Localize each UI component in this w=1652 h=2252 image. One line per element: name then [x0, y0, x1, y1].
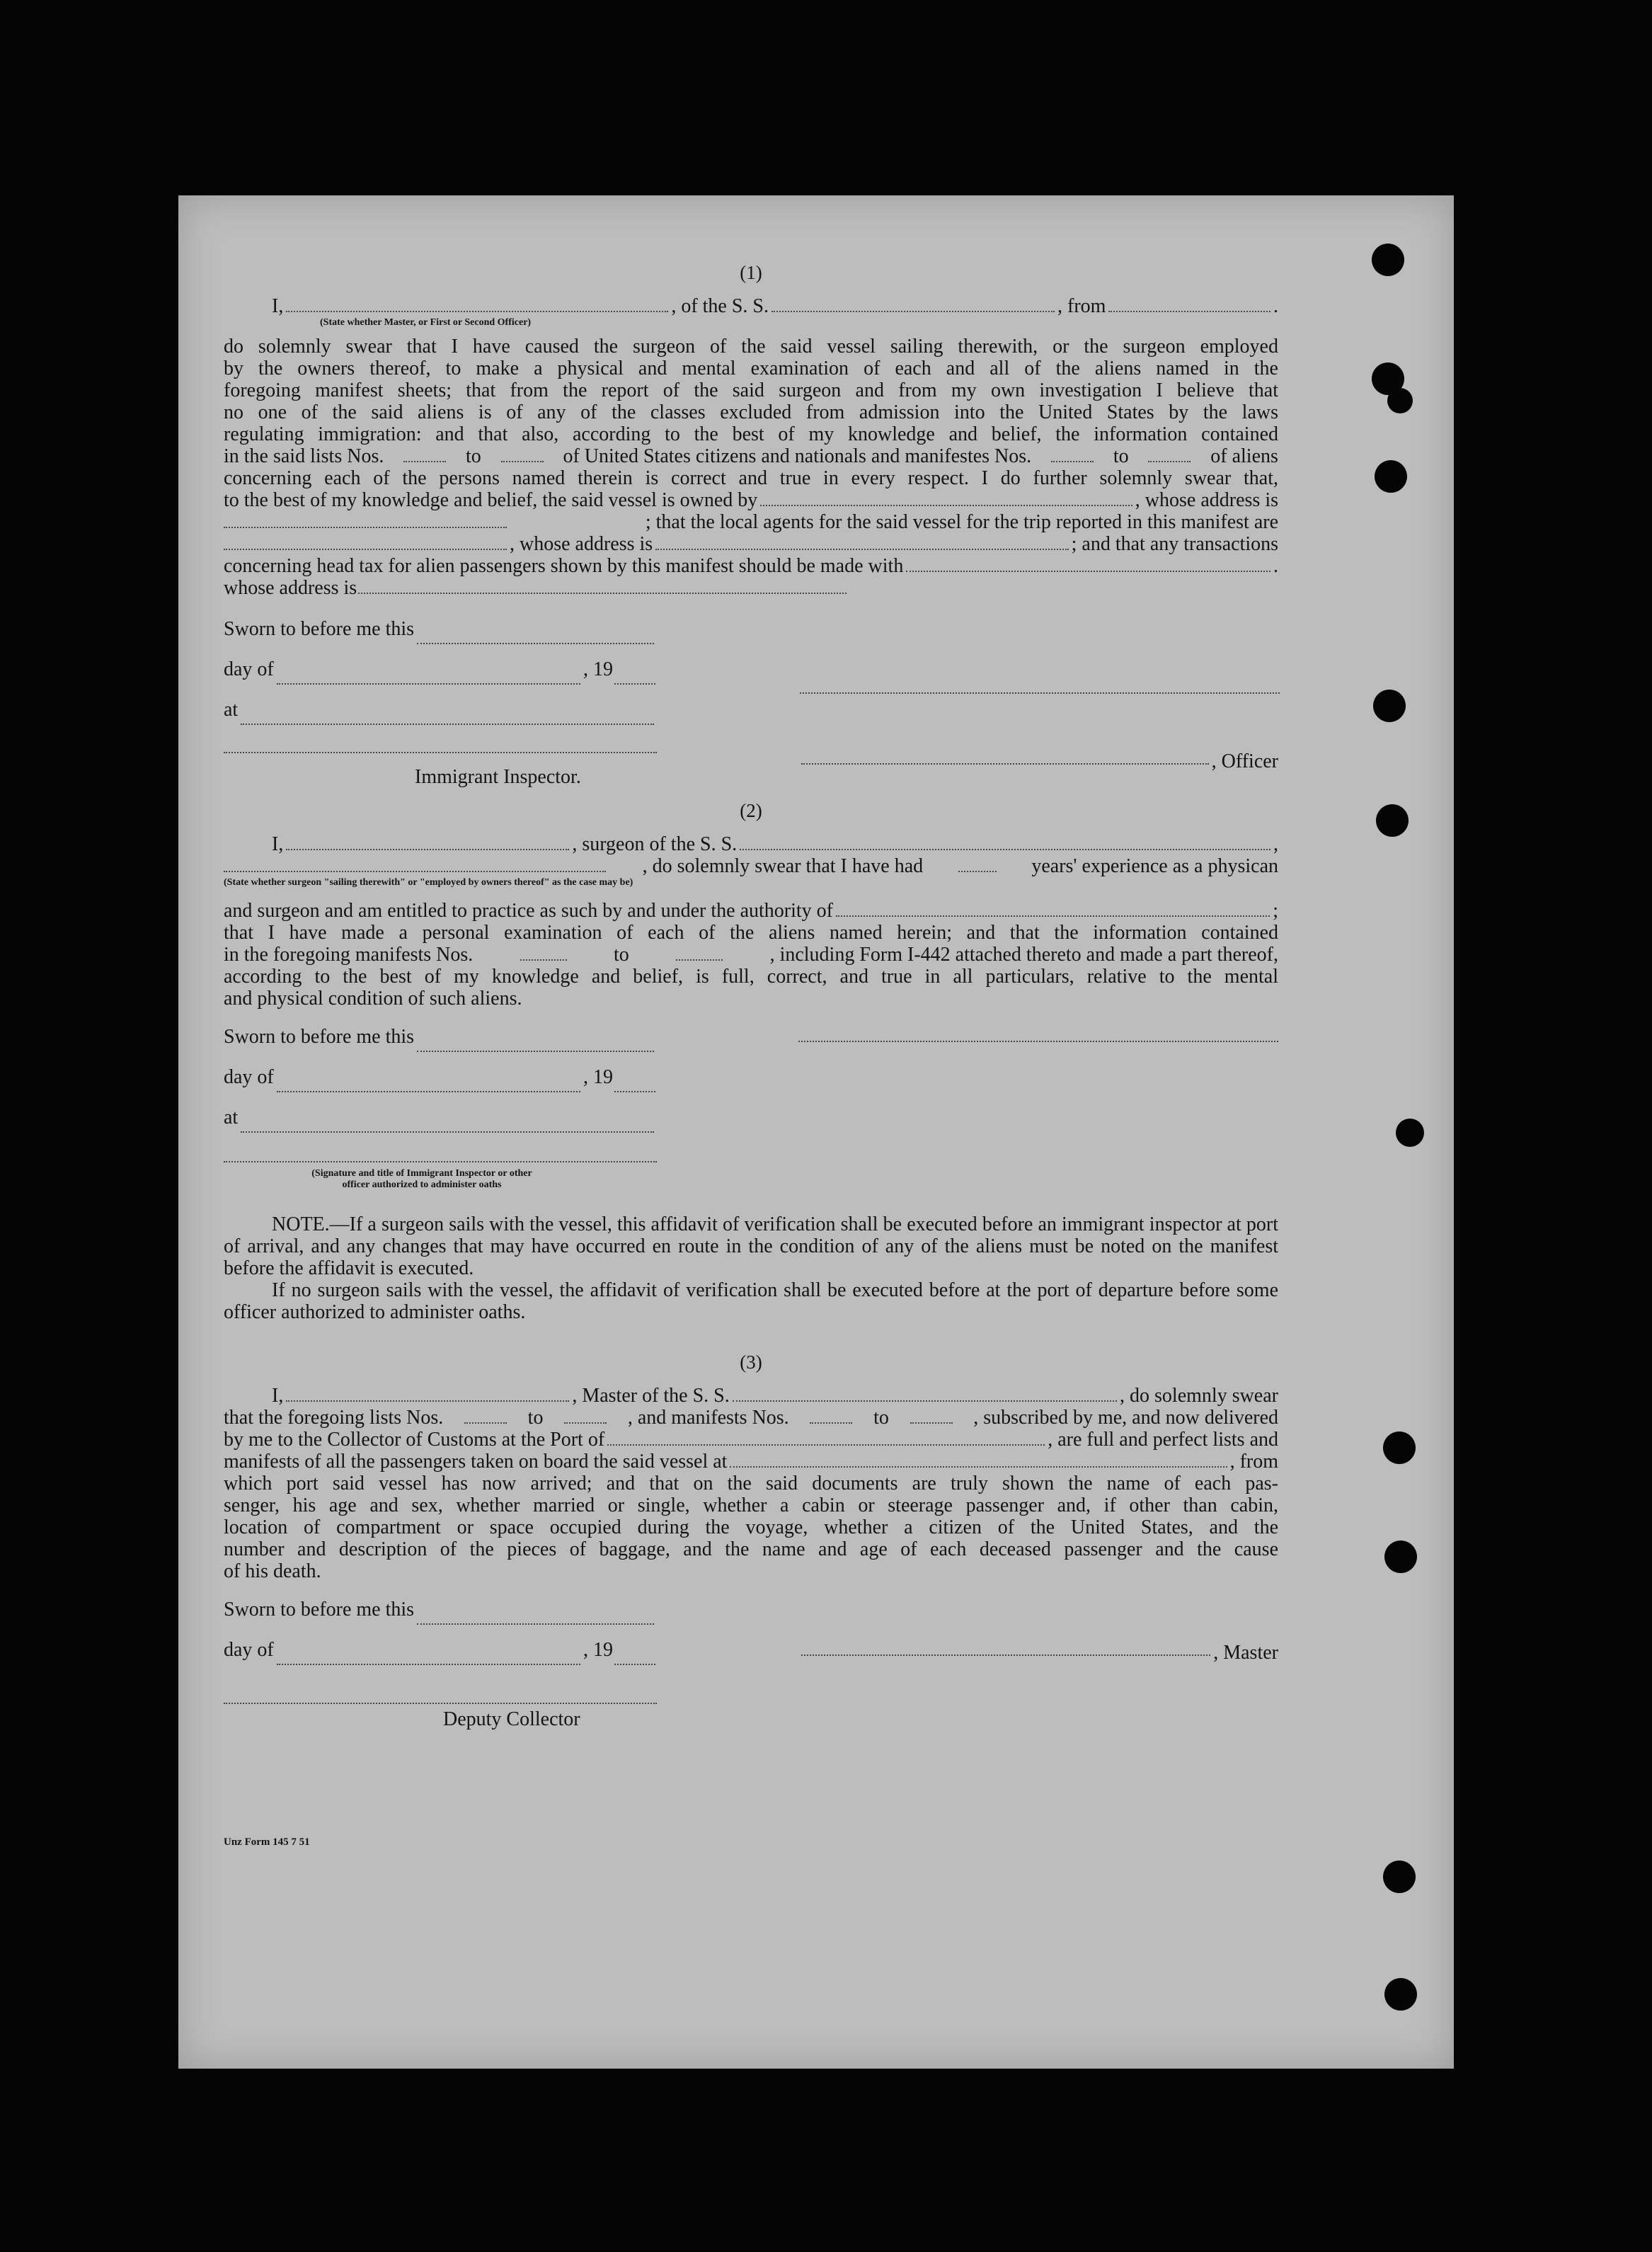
sworn-month-field[interactable]	[277, 1078, 580, 1092]
sworn-year-field[interactable]	[614, 670, 655, 685]
section-1-heading: (1)	[740, 262, 762, 283]
list-no-from-field[interactable]	[403, 448, 446, 462]
master-note: (State whether Master, or First or Second Officer)	[320, 317, 532, 328]
agents-address-field[interactable]	[655, 536, 1068, 550]
signature-note: officer authorized to administer oaths	[342, 1179, 502, 1190]
agents-field[interactable]	[224, 536, 507, 550]
authority-field[interactable]	[836, 903, 1270, 917]
section-1-paragraph: do solemnly swear that I have caused the surgeon of the said vessel sailing therewith, or the surgeon employed by the owners thereof, to make a physical and mental examination of each and all of the aliens named in the foregoing manifest sheets; that from the report of the said surgeon and from my own investigation I believe that no one of the said aliens is of any of the classes excluded from admission into the United States by the laws regulating immigration: and that also, according to the best of my knowledge and belief, the information contained in the said lists Nos. to of United States citizens and nationals and manifestes Nos. to of aliens concerning each of the persons named therein is correct and true in every respect. I do further solemnly swear that, to the best of my knowledge and belief, the said vessel is owned by , whose address is ; that the local agents for the said vessel for the trip reported in this manifest are , whose address is ; and that any transactions concerning head tax for alien passengers shown by this manifest should be made with . whose address is	[224, 336, 1278, 599]
head-tax-field[interactable]	[906, 558, 1270, 572]
section-1-sworn-block: Sworn to before me this day of , 19 at , Officer Immigrant Inspector.	[224, 618, 1278, 788]
binder-hole	[1375, 460, 1407, 493]
section-1-line-1: I, , of the S. S. , from .	[272, 295, 1278, 317]
binder-hole	[1383, 1431, 1416, 1464]
owner-field[interactable]	[760, 492, 1132, 506]
sworn-place-field[interactable]	[241, 1119, 654, 1133]
officer-name-line[interactable]	[801, 750, 1209, 765]
manifests-to-field[interactable]	[910, 1410, 953, 1424]
surgeon-ship-field[interactable]	[740, 836, 1270, 850]
port-field[interactable]	[607, 1431, 1045, 1446]
sworn-year-field[interactable]	[614, 1651, 655, 1665]
note-paragraph-2: If no surgeon sails with the vessel, the affidavit of verification shall be executed before at the port of departure before some officer authorized to administer oaths.	[224, 1279, 1278, 1323]
immigrant-inspector-label: Immigrant Inspector.	[415, 766, 581, 788]
lists-from-field[interactable]	[464, 1410, 507, 1424]
deputy-collector-label: Deputy Collector	[443, 1708, 580, 1730]
sworn-month-field[interactable]	[277, 670, 580, 685]
from-port-field[interactable]	[1108, 298, 1270, 312]
inspector-signature-line[interactable]	[224, 1161, 657, 1162]
sworn-date-field[interactable]	[417, 630, 654, 644]
officer-signature-line[interactable]	[800, 680, 1280, 694]
binder-hole	[1387, 388, 1413, 413]
surgeon-status-note: (State whether surgeon "sailing therewith" or "employed by owners thereof" as the case may be)	[224, 877, 633, 888]
binder-hole	[1376, 804, 1409, 837]
signature-note: (Signature and title of Immigrant Inspector or other	[311, 1168, 532, 1179]
head-tax-address-field[interactable]	[358, 580, 847, 594]
master-signature-line[interactable]	[801, 1642, 1210, 1656]
deputy-signature-line[interactable]	[224, 1703, 657, 1704]
surgeon-manifest-to-field[interactable]	[676, 947, 723, 961]
section-3-heading: (3)	[740, 1351, 762, 1373]
embarkation-port-field[interactable]	[730, 1453, 1227, 1468]
manifests-from-field[interactable]	[810, 1410, 852, 1424]
binder-hole	[1384, 1978, 1417, 2011]
master-name-field[interactable]	[286, 298, 668, 312]
ship-name-field[interactable]	[771, 298, 1055, 312]
section-3-sworn-block: Sworn to before me this day of , 19 , Master Deputy Collector	[224, 1599, 1278, 1730]
section-2-heading: (2)	[740, 800, 762, 821]
note-paragraph-1: NOTE.—If a surgeon sails with the vessel, this affidavit of verification shall be executed before an immigrant inspector at port of arrival, and any changes that may have occurred en route in the condition of any of the aliens must be noted on the manifest before the affidavit is executed.	[224, 1213, 1278, 1279]
binder-hole	[1396, 1119, 1424, 1147]
lists-to-field[interactable]	[564, 1410, 607, 1424]
section-2-sworn-block: Sworn to before me this day of , 19 at (Signature and title of Immigrant Inspector or other officer authorized to administer oaths	[224, 1017, 1278, 1201]
form-number: Unz Form 145 7 51	[224, 1836, 310, 1848]
inspector-signature-line[interactable]	[224, 752, 657, 753]
master-ship-field[interactable]	[733, 1388, 1117, 1402]
binder-hole	[1384, 1541, 1417, 1573]
surgeon-signature-line[interactable]	[798, 1041, 1278, 1042]
master-name-field[interactable]	[286, 1388, 569, 1402]
sworn-year-field[interactable]	[614, 1078, 655, 1092]
list-no-to-field[interactable]	[501, 448, 544, 462]
binder-hole	[1372, 244, 1404, 276]
sworn-date-field[interactable]	[417, 1611, 654, 1625]
surgeon-name-field[interactable]	[286, 836, 569, 850]
years-experience-field[interactable]	[958, 858, 997, 872]
form-content: (1) I, , of the S. S. , from . (State whether Master, or First or Second Officer) do solemnly swear that I have caused the surgeon of the said vessel sailing therewith, or the surgeon employed by the owners thereof, to make a physical and mental examination of each and all of the aliens named in the foregoing manifest sheets; that from the report of the said surgeon and from my own investigation I believe that no one of the said aliens is of any of the classes excluded from admission into the United States by the laws regulating immigration: and that also, according to the best of my knowledge and belief, the information contained in the said lists Nos. to of United States citizens and nationals and manifestes Nos. to of aliens concerning each of the persons named therein is correct and true in every respect. I do further solemnly swear that, to the best of my knowledge and belief, the said vessel is owned by , whose address is ; that the local agents for the said vessel for the trip reported in this manifest are , whose address is ; and that any transactions concerning head tax for alien passengers shown by this manifest should be made with . whose address is Sworn to before me this day of , 19 at , Officer Immigrant Inspector. (2) I, , surgeon of the S. S. , , do solemnly swear that I have had years' experience as a physican (State whether surgeon "sailing therewith" or "employed by owners thereof" as the case may be) and surgeon and am entitled to practice as such by and under the authority of ; that I have made a personal examination of each of the aliens named herein; and that the information contained in the foregoing manifests Nos. to , including Form I-442 attached thereto and made a part thereof, according to the best of my knowledge and belief, is full, correct, and true in all particulars, relative to the mental and physical condition of such aliens. Sworn to before me this day of , 19 at (Signature and title of Immigrant Inspector or other officer authorized to administer oaths NOTE.—If a surgeon sails with the vessel, this affidavit of verification shall be executed before an immigrant inspector at port of arrival, and any changes that may have occurred en route in the condition of any of the aliens must be noted on the manifest before the affidavit is executed. If no surgeon sails with the vessel, the affidavit of verification shall be executed before at the port of departure before some officer authorized to administer oaths. (3) I, , Master of the S. S. , do solemnly swear that the foregoing lists Nos. to , and manifests Nos. to , subscribed by me, and now delivered by me to the Collector of Customs at the Port of , are full and perfect lists and manifests of all the passengers taken on board the said vessel at , from which port said vessel has now arrived; and that on the said documents are truly shown the name of each pas- senger, his age and sex, whether married or single, whether a cabin or steerage passenger and, if other than cabin, location of compartment or space occupied during the voyage, whether a citizen of the United States, and the number and description of the pieces of baggage, and the name and age of each deceased passenger and the cause of his death. Sworn to before me this day of , 19 , Master Deputy Collector	[224, 262, 1278, 1730]
manifest-no-to-field[interactable]	[1148, 448, 1191, 462]
sworn-place-field[interactable]	[241, 711, 654, 725]
manifest-no-from-field[interactable]	[1051, 448, 1094, 462]
surgeon-manifest-from-field[interactable]	[520, 947, 567, 961]
surgeon-status-field[interactable]	[224, 858, 606, 872]
sworn-month-field[interactable]	[277, 1651, 580, 1665]
binder-hole	[1373, 690, 1406, 722]
owner-address-field[interactable]	[224, 514, 507, 528]
sworn-date-field[interactable]	[417, 1038, 654, 1052]
binder-hole	[1383, 1861, 1416, 1893]
